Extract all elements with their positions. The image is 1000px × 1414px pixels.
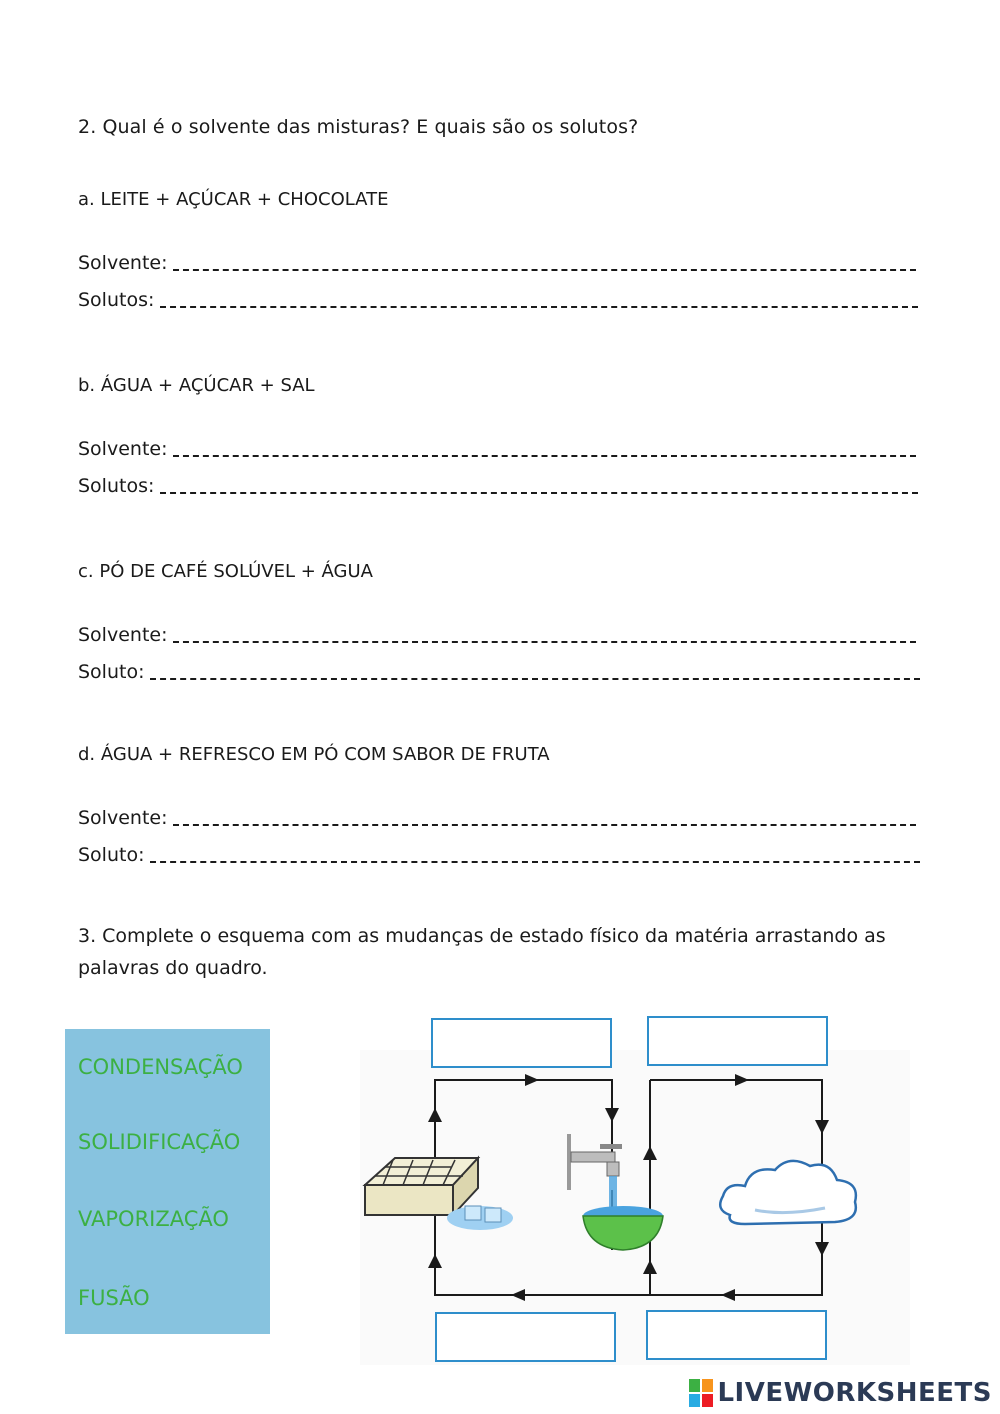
item-b-solutes-input[interactable] <box>160 490 918 494</box>
solute-label: Soluto: <box>78 844 145 866</box>
word-vaporizacao[interactable]: VAPORIZAÇÃO <box>78 1207 229 1231</box>
item-d-solvent-input[interactable] <box>173 822 916 826</box>
drop-box-top-left[interactable] <box>431 1018 612 1068</box>
item-c-solvent-row <box>78 622 916 646</box>
solvent-label: Solvente: <box>78 624 168 646</box>
liveworksheets-logo-icon <box>689 1379 713 1407</box>
item-d-solvent-row <box>78 805 916 829</box>
item-c-title: c. PÓ DE CAFÉ SOLÚVEL + ÁGUA <box>78 561 373 582</box>
item-b-solvent-row <box>78 436 916 460</box>
word-fusao[interactable]: FUSÃO <box>78 1286 150 1310</box>
item-b-solutes-row <box>78 473 918 497</box>
solute-label: Soluto: <box>78 661 145 683</box>
item-a-title: a. LEITE + AÇÚCAR + CHOCOLATE <box>78 189 389 210</box>
word-solidificacao[interactable]: SOLIDIFICAÇÃO <box>78 1130 241 1154</box>
item-b-title: b. ÁGUA + AÇÚCAR + SAL <box>78 375 315 396</box>
item-c-solute-input[interactable] <box>150 676 920 680</box>
solvent-label: Solvente: <box>78 252 168 274</box>
question-3-prompt: 3. Complete o esquema com as mudanças de estado físico da matéria arrastando as palavras do quadro. <box>78 925 886 979</box>
item-b-solvent-input[interactable] <box>173 453 916 457</box>
liveworksheets-logo <box>689 1378 992 1408</box>
liveworksheets-brand: LIVEWORKSHEETS <box>717 1378 992 1408</box>
item-c-solute-row <box>78 659 920 683</box>
solvent-label: Solvente: <box>78 807 168 829</box>
ice-cubes-icon <box>447 1206 513 1230</box>
word-condensacao[interactable]: CONDENSAÇÃO <box>78 1055 243 1079</box>
item-c-solvent-input[interactable] <box>173 639 916 643</box>
item-d-title: d. ÁGUA + REFRESCO EM PÓ COM SABOR DE FRUTA <box>78 744 550 765</box>
item-d-solute-input[interactable] <box>150 859 920 863</box>
solvent-label: Solvente: <box>78 438 168 460</box>
word-bank <box>65 1029 270 1334</box>
item-d-solute-row <box>78 842 920 866</box>
item-a-solutes-row <box>78 287 918 311</box>
question-2-prompt: 2. Qual é o solvente das misturas? E quais são os solutos? <box>78 116 639 138</box>
state-change-diagram <box>355 1010 915 1370</box>
solutes-label: Solutos: <box>78 289 155 311</box>
item-a-solvent-input[interactable] <box>173 267 916 271</box>
drop-box-top-right[interactable] <box>647 1016 828 1066</box>
item-a-solvent-row <box>78 250 916 274</box>
drop-box-bottom-left[interactable] <box>435 1312 616 1362</box>
item-a-solutes-input[interactable] <box>160 304 918 308</box>
solutes-label: Solutos: <box>78 475 155 497</box>
drop-box-bottom-right[interactable] <box>646 1310 827 1360</box>
